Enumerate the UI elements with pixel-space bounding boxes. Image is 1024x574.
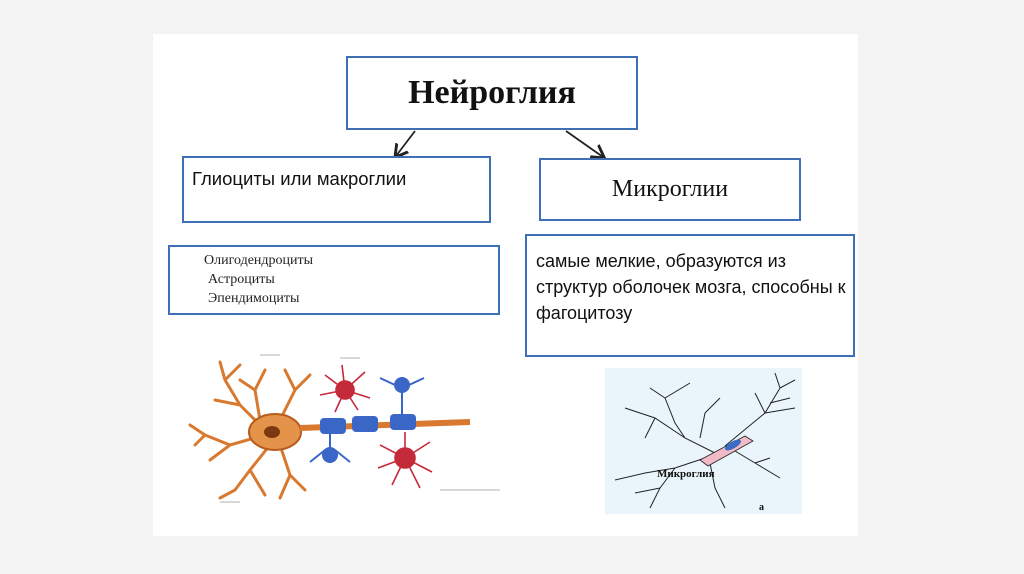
arrow-to-microglia [566,131,603,157]
astrocyte-bottom [378,432,432,488]
microglia-figure-letter: а [759,502,764,513]
neuron-nucleus [264,426,280,438]
microglia-description: самые мелкие, образуются из структур оболочек мозга, способны к фагоцитозу [536,251,846,323]
microglia-description-box [525,234,855,357]
arrow-to-macroglia [396,131,415,156]
microglia-illustration [605,368,802,514]
page-title: Нейроглия [408,74,576,111]
type-item-oligodendrocytes: Олигодендроциты [204,253,314,268]
macroglia-heading-box [182,156,491,223]
neuron-glia-illustration [180,350,520,510]
microglia-heading-box [539,158,801,221]
microglia-drawing [605,368,802,514]
microglia-heading: Микроглии [611,176,729,202]
type-item-astrocytes: Астроциты [208,272,275,287]
type-item-ependymocytes: Эпендимоциты [208,291,300,306]
myelin-segments [320,414,416,434]
title-box [346,56,638,130]
microglia-figure-label: Микроглия [657,468,715,480]
macroglia-types-box [168,245,500,315]
microglia-cell-body [700,436,753,466]
astrocyte-top [320,365,370,412]
macroglia-heading: Глиоциты или макроглии [192,168,407,189]
microglia-branches [615,373,795,508]
